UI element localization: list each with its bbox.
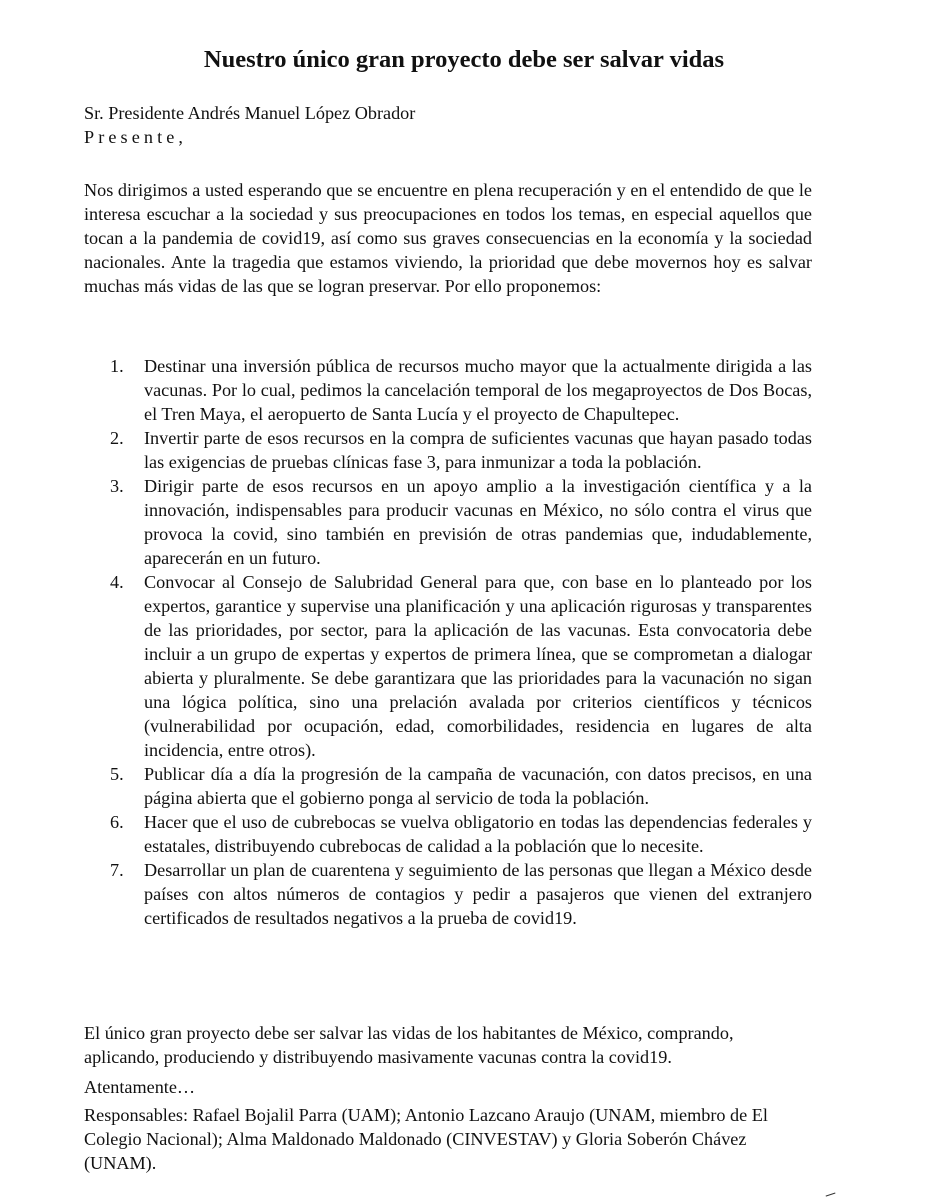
list-item-number: 3.: [110, 476, 124, 496]
letter-title: Nuestro único gran proyecto debe ser salvar vidas: [203, 46, 725, 73]
responsables-paragraph: Responsables: Rafael Bojalil Parra (UAM); Antonio Lazcano Araujo (UNAM, miembro de El Colegio Nacional); Alma Maldonado Maldonado (CINVESTAV) y Gloria Soberón Chávez (UNAM).: [84, 1105, 768, 1173]
list-item-text: Hacer que el uso de cubrebocas se vuelva obligatorio en todas las dependencias federales y estatales, distribuyendo cubrebocas de calidad a la población que lo necesite.: [144, 812, 812, 856]
list-item-number: 7.: [110, 860, 124, 880]
list-item: [84, 474, 812, 570]
intro-paragraph: Nos dirigimos a usted esperando que se encuentre en plena recuperación y en el entendido de que le interesa escuchar a la sociedad y sus preocupaciones en todos los temas, en especial aquellos que tocan a la pandemia de covid19, así como sus graves consecuencias en la economía y la sociedad nacionales. Ante la tragedia que estamos viviendo, la prioridad que debe movernos hoy es salvar muchas más vidas de las que se logran preservar. Por ello proponemos:: [84, 180, 812, 296]
closing-paragraph: El único gran proyecto debe ser salvar las vidas de los habitantes de México, comprando, aplicando, produciendo y distribuyendo masivamente vacunas contra la covid19.: [84, 1023, 734, 1067]
list-item-number: 1.: [110, 356, 124, 376]
list-item-text: Destinar una inversión pública de recursos mucho mayor que la actualmente dirigida a las vacunas. Por lo cual, pedimos la cancelación temporal de los megaproyectos de Dos Bocas, el Tren Maya, el aeropuerto de Santa Lucía y el proyecto de Chapultepec.: [144, 356, 812, 424]
addressee-block: [84, 101, 415, 149]
list-item-number: 2.: [110, 428, 124, 448]
list-item-number: 6.: [110, 812, 124, 832]
page-corner-mark: [826, 1193, 837, 1200]
list-item: [84, 354, 812, 426]
list-item-number: 5.: [110, 764, 124, 784]
list-item-text: Invertir parte de esos recursos en la compra de suficientes vacunas que hayan pasado todas las exigencias de pruebas clínicas fase 3, para inmunizar a toda la población.: [144, 428, 812, 472]
list-item: [84, 810, 812, 858]
list-item-text: Dirigir parte de esos recursos en un apoyo amplio a la investigación científica y a la innovación, indispensables para producir vacunas en México, no sólo contra el virus que provoca la covid, sino también en previsión de otras pandemias que, indudablemente, aparecerán en un futuro.: [144, 476, 812, 568]
addressee-presente: Presente,: [84, 127, 188, 147]
signoff: Atentamente…: [84, 1077, 196, 1097]
list-item-text: Publicar día a día la progresión de la campaña de vacunación, con datos precisos, en una página abierta que el gobierno ponga al servicio de toda la población.: [144, 764, 812, 808]
list-item-text: Desarrollar un plan de cuarentena y seguimiento de las personas que llegan a México desde países con altos números de contagios y pedir a pasajeros que vienen del extranjero certificados de resultados negativos a la prueba de covid19.: [144, 860, 812, 928]
proposals-list: [84, 354, 812, 930]
list-item-text: Convocar al Consejo de Salubridad General para que, con base en lo planteado por los expertos, garantice y supervise una planificación y una aplicación rigurosas y transparentes de las prioridades, por sector, para la aplicación de las vacunas. Esta convocatoria debe incluir a un grupo de expertas y expertos de primera línea, que se comprometan a dialogar abierta y pluralmente. Se debe garantizara que las prioridades para la vacunación no sigan una lógica política, sino una prelación avalada por criterios científicos y técnicos (vulnerabilidad por ocupación, edad, comorbilidades, residencia en lugares de alta incidencia, entre otros).: [144, 572, 812, 760]
list-item: [84, 426, 812, 474]
addressee-name: Sr. Presidente Andrés Manuel López Obrador: [84, 103, 416, 123]
list-item: [84, 762, 812, 810]
list-item: [84, 570, 812, 762]
list-item: [84, 858, 812, 930]
list-item-number: 4.: [110, 572, 124, 592]
